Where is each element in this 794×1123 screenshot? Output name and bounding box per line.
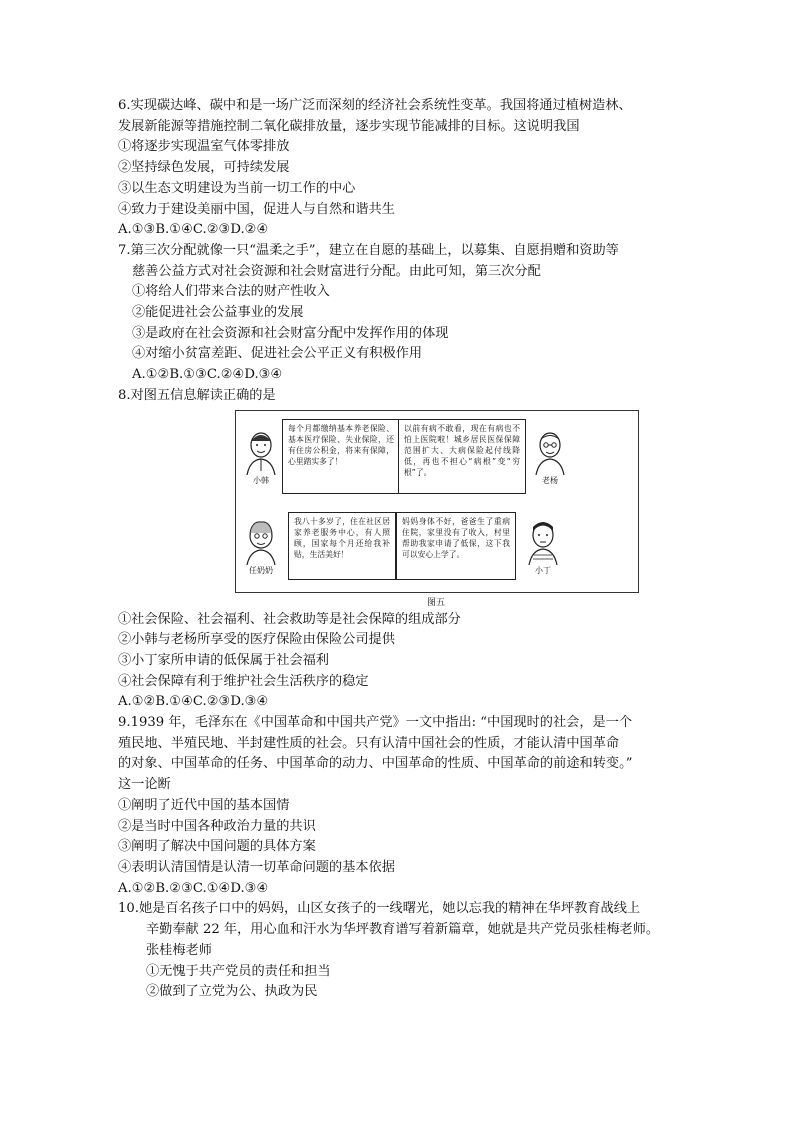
rennainai-portrait-icon: [242, 519, 280, 565]
laoyang-name: 老杨: [542, 475, 558, 485]
rennainai-name: 任奶奶: [249, 565, 273, 575]
q9-option-1: ①阐明了近代中国的基本国情: [118, 797, 290, 813]
q8-option-3: ③小丁家所申请的低保属于社会福利: [118, 652, 329, 668]
q8-choices: A.①②B.①④C.②③D.③④: [118, 694, 269, 710]
q9-choices: A.①②B.②③C.①④D.③④: [118, 880, 269, 896]
q8-option-1: ①社会保险、社会福利、社会救助等是社会保障的组成部分: [118, 611, 461, 627]
q6-option-4: ④致力于建设美丽中国，促进人与自然和谐共生: [118, 201, 395, 217]
xiaoding-name: 小丁: [535, 565, 551, 575]
q7-stem-line1: 7.第三次分配就像一只“温柔之手”，建立在自愿的基础上，以募集、自愿捐赠和资助等: [118, 242, 619, 258]
q9-stem-line3: 的对象、中国革命的任务、中国革命的动力、中国革命的性质、中国革命的前途和转变。”: [118, 756, 633, 772]
xiaohan-speech-bubble: 每个月都缴纳基本养老保险、基本医疗保险、失业保险，还有住房公积金，将来有保障，心里踏实多了！: [282, 419, 400, 494]
q8-stem: 8.对图五信息解读正确的是: [118, 387, 276, 403]
q10-option-1: ①无愧于共产党员的责任和担当: [146, 963, 331, 979]
q7-option-2: ②能促进社会公益事业的发展: [132, 305, 304, 321]
laoyang-speech-bubble: 以前有病不敢看，现在有病也不怕上医院啦！城乡居民医保保障范围扩大、大病保险起付线降低，再也不担心“病根”变“穷根”了。: [398, 419, 526, 494]
q6-option-1: ①将逐步实现温室气体零排放: [118, 139, 290, 155]
q9-option-4: ④表明认清国情是认清一切革命问题的基本依据: [118, 859, 395, 875]
figure-caption: 图五: [426, 597, 445, 608]
q9-option-2: ②是当时中国各种政治力量的共识: [118, 818, 316, 834]
q6-choices: A.①③B.①④C.②③D.②④: [118, 222, 269, 238]
xiaohan-name: 小韩: [253, 475, 269, 485]
q7-option-1: ①将给人们带来合法的财产性收入: [132, 284, 330, 300]
q6-stem-line2: 发展新能源等措施控制二氧化碳排放量，逐步实现节能减排的目标。这说明我国: [118, 118, 580, 134]
q6-stem-line1: 6.实现碳达峰、碳中和是一场广泛而深刻的经济社会系统性变革。我国将通过植树造林、: [118, 98, 632, 113]
q8-option-2: ②小韩与老杨所享受的医疗保险由保险公司提供: [118, 632, 395, 648]
q7-option-3: ③是政府在社会资源和社会财富分配中发挥作用的体现: [132, 325, 449, 341]
q6-option-3: ③以生态文明建设为当前一切工作的中心: [118, 180, 356, 196]
q8-option-4: ④社会保障有利于维护社会生活秩序的稳定: [118, 673, 369, 689]
xiaoding-speech-bubble: 妈妈身体不好，爸爸生了重病住院，家里没有了收入，村里帮助我家申请了低保，这下我可以安心上学了。: [396, 512, 516, 580]
q7-choices: A.①②B.①③C.②④D.③④: [132, 367, 283, 383]
q7-stem-line2: 慈善公益方式对社会资源和社会财富进行分配。由此可知，第三次分配: [132, 263, 541, 279]
q9-stem-line2: 殖民地、半殖民地、半封建性质的社会。只有认清中国社会的性质，才能认清中国革命: [118, 735, 620, 751]
q10-stem-line2: 辛勤奉献 22 年，用心血和汗水为华坪教育谱写着新篇章，她就是共产党员张桂梅老师。: [146, 922, 660, 938]
xiaoding-portrait-icon: [524, 519, 562, 565]
q6-option-2: ②坚持绿色发展，可持续发展: [118, 160, 290, 176]
q10-stem-line1: 10.她是百名孩子口中的妈妈，山区女孩子的一线曙光，她以忘我的精神在华坪教育战线上: [118, 901, 641, 917]
q9-stem-line1: 9.1939 年，毛泽东在《中国革命和中国共产党》一文中指出: “中国现时的社会，是一个: [118, 715, 633, 731]
q10-option-2: ②做到了立党为公、执政为民: [146, 984, 318, 1000]
q7-option-4: ④对缩小贫富差距、促进社会公平正义有积极作用: [132, 346, 423, 362]
q10-stem-line3: 张桂梅老师: [146, 942, 212, 958]
laoyang-portrait-icon: [531, 429, 569, 475]
rennainai-speech-bubble: 我八十多岁了，住在社区居家养老服务中心，有人照顾，国家每个月还给我补贴，生活美好！: [288, 512, 396, 580]
exam-page: [118, 96, 718, 1003]
q9-stem-line4: 这一论断: [118, 777, 171, 793]
q9-option-3: ③阐明了解决中国问题的具体方案: [118, 839, 316, 855]
xiaohan-portrait-icon: [242, 429, 280, 475]
figure-five-comic: [235, 410, 639, 593]
